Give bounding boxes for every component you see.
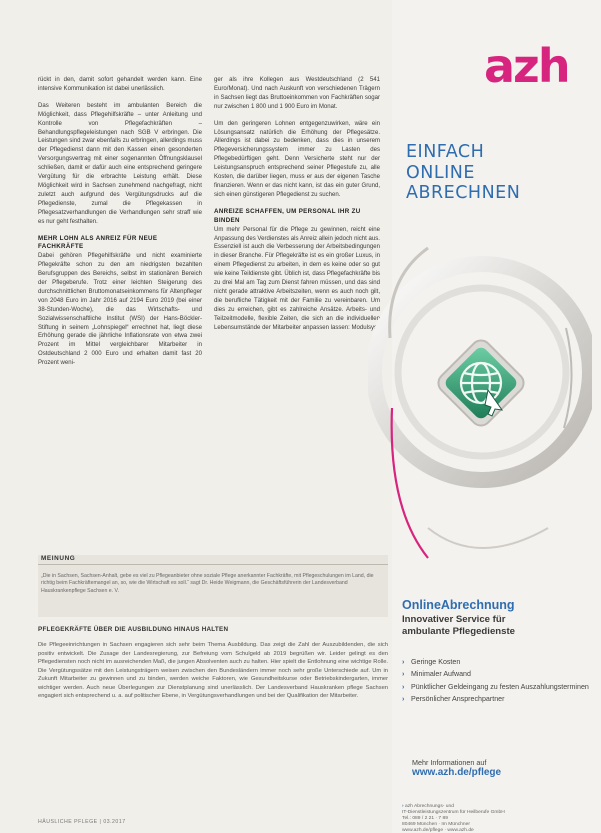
- contact-line-4: 80469 München · Im Münchner: [402, 821, 470, 827]
- ad-subheadline-line-2: ambulante Pflegedienste: [402, 626, 516, 637]
- ad-url-link[interactable]: www.azh.de/pflege: [412, 767, 502, 778]
- article-column-left: [38, 76, 202, 376]
- meinung-quote: „Die in Sachsen, Sachsen-Anhalt, gebe es viel zu Pflegeanbieter ohne soziale Pflege anerkannter Fachkräfte, mit Pflegeschulungen im Land, die richtig beim Fachkräftemangel an, so, wie die Wirtschaft es soll.“ sagt Dr. Heide Weigmann, die Geschäftsführerin der Landesverband Hauskrankenpflege Sachsen e. V.: [41, 573, 374, 594]
- list-item: › Persönlicher Ansprechpartner: [402, 694, 505, 703]
- page-footer: HÄUSLICHE PFLEGE | 03.2017: [38, 819, 126, 825]
- ad-slogan: [406, 142, 520, 204]
- section-heading: PFLEGEKRÄFTE ÜBER DIE AUSBILDUNG HINAUS HALTEN: [38, 626, 229, 633]
- slogan-line-1: EINFACH: [406, 142, 485, 162]
- logo-text: azh: [484, 40, 569, 90]
- meinung-label: MEINUNG: [41, 555, 76, 562]
- contact-line-1: azh Abrechnungs- und: [405, 804, 454, 809]
- divider: [38, 564, 388, 565]
- chevron-right-icon: ›: [402, 804, 404, 809]
- contact-line-2: IT-Dienstleistungszentrum für Heilberufe GmbH: [402, 809, 505, 815]
- list-item: › Geringe Kosten: [402, 658, 461, 666]
- section-body: Die Pflegeeinrichtungen in Sachsen engagieren sich sehr beim Thema Ausbildung. Das zeigt die Zahl der Auszubildenden, die sich positiv entwickelt. Die Zusage der Landesregierung, zur Befreiung vom Schulgeld ab 2019 begrüßen wir. Leider gelingt es den Pflegediensten noch nicht im ausreichenden Maß, die jungen Absolventen auch zu halten. Hier spielt die Entlohnung eine wichtige Rolle. Die Vergütungssätze mit den Leistungsträgern weisen zwischen den Bundesländern immer noch sehr große Unterschiede auf. Um in Zukunft Mitarbeiter zu gewinnen und zu binden, werden weiche Faktoren, wie Gesundheitskurse oder Betriebskindergarten, immer wichtiger werden. Auch neue Überlegungen zur Dienstplanung sind unerlässlich. Der Landesverband Hauskranken pflege Sachsen engagiert sich entsprechend u. a. auf politischer Ebene, in Vergütungsverhandlungen und bei der Qualifikation der Mitarbeiter.: [38, 642, 388, 699]
- article-paragraph: rückt in den, damit sofort gehandelt werden kann. Eine intensive Kommunikation ist dabei unerlässlich.: [38, 77, 202, 92]
- chevron-right-icon: ›: [402, 682, 405, 691]
- slogan-line-2: ONLINE: [406, 162, 475, 183]
- ad-headline: OnlineAbrechnung: [402, 598, 515, 612]
- article-subheading: MEHR LOHN ALS ANREIZ FÜR NEUE FACHKRÄFTE: [38, 234, 158, 251]
- article-subheading: ANREIZE SCHAFFEN, UM PERSONAL IHR ZU BINDEN: [214, 207, 361, 224]
- slogan-line-3: ABRECHNEN: [406, 183, 521, 203]
- list-item: › Pünktlicher Geldeingang zu festen Auszahlungsterminen: [402, 682, 589, 691]
- opinion-section: [38, 626, 388, 701]
- article-paragraph: Um mehr Personal für die Pflege zu gewinnen, reicht eine Anpassung des Verdienstes als Anreiz allein jedoch nicht aus. Essenziell ist auch die Verbesserung der Arbeitsbedingungen in dieser Branche. Für Pflegekräfte ist es ein großer Luxus, in einem Pflegedienst zu arbeiten, in dem es keine oder so gut wie keine Teildienste gibt. Üblich ist, dass Pflegefachkräfte bis zu drei Mal am Tag zum Dienst fahren müssen, und das sind nicht gerade attraktive Arbeitszeiten, wenn es auch noch gilt, die berufliche Tätigkeit mit der Familie zu vereinbaren. Um dies zu erreichen, gibt es zahlreiche Ansätze. Arbeits- und Teilzeitmodelle, flexible Zeiten, die sich an die individuellen Lebensumstände der Mitarbeiter anpassen lassen: Modulsys-: [214, 226, 380, 331]
- list-item: › Minimaler Aufwand: [402, 670, 471, 679]
- article-paragraph: Das Weiteren besteht im ambulanten Bereich die Möglichkeit, dass Pflegehilfskräfte – unter Anleitung und Kontrolle von Pflegefachkräften – Behandlungspflegeleistungen nach SGB V erbringen. Die Leistungen sind zwar ebenfalls zu erbringen, allerdings muss der Pflegedienst dann mit den Kassen einen gesonderten Versorgungsvertrag mit einer sogenannten Öffnungsklausel schließen, damit er dafür auch eine entsprechend geringere Vergütung für die erbrachte Leistung erhält. Diese Möglichkeit wird in Sachsen zunehmend nachgefragt, nicht zuletzt auch aufgrund des Vergütungsdrucks auf die Pflegedienste, zumal die Pflegekassen in Pflegesatzverhandlungen die Verhandlungen sehr straff wie es nur geht festhalten.: [38, 102, 202, 225]
- globe-icon: [428, 330, 534, 436]
- ad-contact-block: [402, 804, 597, 833]
- ad-more-info: Mehr Informationen auf: [412, 758, 487, 767]
- ad-subheadline: [402, 614, 515, 638]
- contact-line-5: www.azh.de/pflege · www.azh.de: [402, 827, 474, 833]
- article-paragraph: ger als ihre Kollegen aus Westdeutschland (2 541 Euro/Monat). Und nach Auskunft von verschiedenen Trägern in Sachsen liegt das Bruttoeinkommen von Fachkräften sogar nur zwischen 1 800 und 1 900 Euro im Monat.: [214, 77, 380, 110]
- meinung-box: [38, 555, 388, 617]
- contact-line-3: Tel.: 089 / 2 21 · 7 89: [402, 815, 448, 821]
- azh-logo: [480, 40, 590, 90]
- chevron-right-icon: ›: [402, 658, 405, 666]
- ad-benefit-list: [402, 658, 597, 707]
- article-paragraph: Um den geringeren Lohnen entgegenzuwirken, wäre ein Lösungsansatz natürlich die Erhöhung der Pflegesätze. Allerdings ist dabei zu bedenken, dass dies in unserem Pflegeversicherungssystem immer zu Lasten des Pflegebedürftigen geht. Denn Versicherte steht nur der Leistungsanspruch entsprechend seiner Pflegestufe zu, alle Kosten, die darüber liegen, muss er aus der eigenen Tasche finanzieren. Wenn er das nicht kann, ist das ein guter Grund, sich einen günstigeren Pflegedienst zu suchen.: [214, 120, 380, 198]
- chevron-right-icon: ›: [402, 694, 405, 703]
- article-paragraph: Dabei gehören Pflegehilfskräfte und nicht examinierte Pflegekräfte schon zu den am niedrigsten bezahlten Berufsgruppen des Bereichs, selbst im stationären Bereich der Pflegeberufe. Trotz einer leichten Steigerung des durchschnittlichen Bruttomonatseinkommens für Altenpfleger von 2048 Euro im Jahr 2016 auf 2194 Euro 2019 (bei einer 38-Stunden-Woche), die das Wirtschafts- und Sozialwissenschaftliche Institut (WSI) der Hans-Böckler-Stiftung in seinem „Lohnspiegel“ errechnet hat, liegt diese Erhöhung gerade die jährliche Inflationsrate von etwa zwei Prozent im Mittel vergleichbarer Mitarbeiter in Ostdeutschland 2 000 Euro und erhalten damit fast 20 Prozent weni-: [38, 253, 202, 367]
- ad-subheadline-line-1: Innovativer Service für: [402, 614, 506, 625]
- article-column-right: [214, 76, 380, 340]
- chevron-right-icon: ›: [402, 670, 405, 679]
